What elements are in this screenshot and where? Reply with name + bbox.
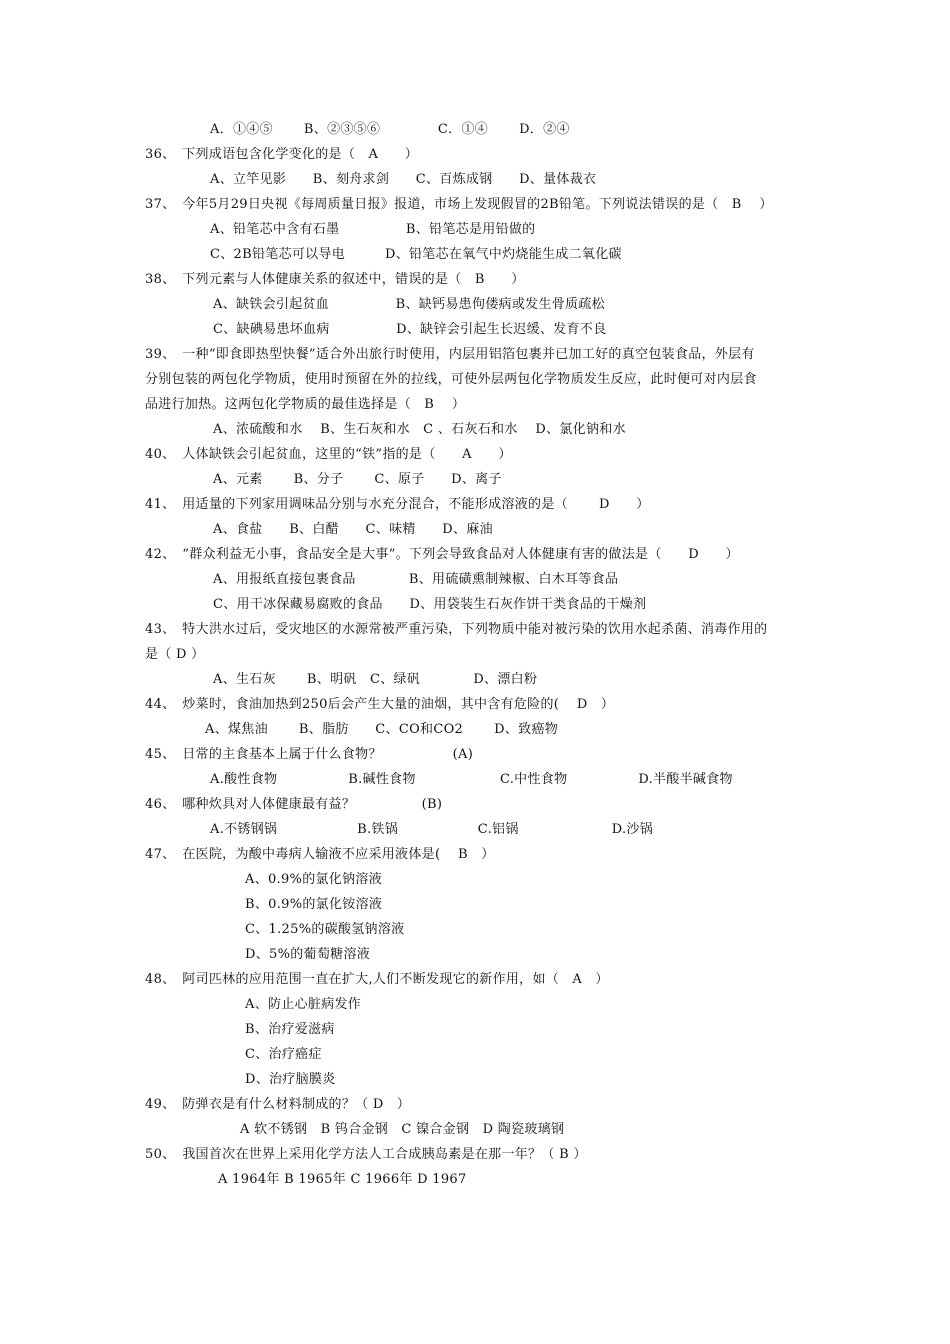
question-40: 40、 人体缺铁会引起贫血，这里的“铁”指的是（ A ） — [145, 447, 512, 462]
options-line: A、浓硫酸和水 B、生石灰和水 C 、石灰石和水 D、氯化钠和水 — [213, 422, 626, 437]
question-49: 49、 防弹衣是有什么材料制成的？（ D ） — [145, 1097, 411, 1112]
option-item: B、治疗爱滋病 — [245, 1022, 335, 1037]
options-line: A．①④⑤ B、②③⑤⑥ C．①④ D．②④ — [210, 122, 570, 137]
question-43: 43、 特大洪水过后，受灾地区的水源常被严重污染，下列物质中能对被污染的饮用水起杀菌、消毒作用的 — [145, 622, 768, 637]
options-line: C、用干冰保藏易腐败的食品 D、用袋装生石灰作饼干类食品的干燥剂 — [213, 597, 647, 612]
question-50: 50、 我国首次在世界上采用化学方法人工合成胰岛素是在那一年？（ B ） — [145, 1147, 587, 1162]
options-line: A、立竿见影 B、刻舟求剑 C、百炼成钢 D、量体裁衣 — [210, 172, 597, 187]
options-line: C、缺碘易患坏血病 D、缺锌会引起生长迟缓、发育不良 — [213, 322, 607, 337]
question-37: 37、 今年5月29日央视《每周质量日报》报道，市场上发现假冒的2B铅笔。下列说法错误的是（ B ） — [145, 197, 773, 212]
option-item: D、治疗脑膜炎 — [245, 1072, 336, 1087]
question-36: 36、 下列成语包含化学变化的是（ A ） — [145, 147, 419, 162]
option-item: A、防止心脏病发作 — [245, 997, 362, 1012]
question-39-cont: 品进行加热。这两包化学物质的最佳选择是（ B ） — [145, 397, 466, 412]
question-42: 42、 “群众利益无小事，食品安全是大事”。下列会导致食品对人体健康有害的做法是（ D ） — [145, 547, 739, 562]
options-line: A 1964年 B 1965年 C 1966年 D 1967 — [218, 1172, 467, 1187]
options-line: A、煤焦油 B、脂肪 C、CO和CO2 D、致癌物 — [205, 722, 559, 737]
question-41: 41、 用适量的下列家用调味品分别与水充分混合，不能形成溶液的是（ D ） — [145, 497, 650, 512]
question-45: 45、 日常的主食基本上属于什么食物？ (A) — [145, 747, 474, 762]
options-line: A、生石灰 B、明矾 C、绿矾 D、漂白粉 — [213, 672, 538, 687]
options-line: A、食盐 B、白醋 C、味精 D、麻油 — [213, 522, 493, 537]
options-line: A、用报纸直接包裹食品 B、用硫磺熏制辣椒、白木耳等食品 — [213, 572, 619, 587]
question-38: 38、 下列元素与人体健康关系的叙述中，错误的是（ B ） — [145, 272, 525, 287]
option-item: A、0.9%的氯化钠溶液 — [245, 872, 383, 887]
question-46: 46、 哪种炊具对人体健康最有益？ (B) — [145, 797, 443, 812]
options-line: A、铅笔芯中含有石墨 B、铅笔芯是用铅做的 — [210, 222, 536, 237]
options-line: A.酸性食物 B.碱性食物 C.中性食物 D.半酸半碱食物 — [210, 772, 733, 787]
option-item: D、5%的葡萄糖溶液 — [245, 947, 371, 962]
option-item: B、0.9%的氯化铵溶液 — [245, 897, 383, 912]
question-39: 39、 一种“即食即热型快餐”适合外出旅行时使用，内层用铝箔包裹并已加工好的真空包装食品，外层有 — [145, 347, 755, 362]
options-line: C、2B铅笔芯可以导电 D、铅笔芯在氧气中灼烧能生成二氧化碳 — [210, 247, 622, 262]
options-line: A.不锈钢锅 B.铁锅 C.铝锅 D.沙锅 — [210, 822, 654, 837]
options-line: A、缺铁会引起贫血 B、缺钙易患佝偻病或发生骨质疏松 — [213, 297, 605, 312]
option-item: C、1.25%的碳酸氢钠溶液 — [245, 922, 405, 937]
question-47: 47、 在医院，为酸中毒病人输液不应采用液体是( B ） — [145, 847, 495, 862]
question-44: 44、 炒菜时，食油加热到250后会产生大量的油烟，其中含有危险的( D ） — [145, 697, 615, 712]
option-item: C、治疗癌症 — [245, 1047, 322, 1062]
options-line: A 软不锈钢 B 钨合金钢 C 镍合金钢 D 陶瓷玻璃钢 — [240, 1122, 565, 1137]
question-39-cont: 分别包装的两包化学物质，使用时预留在外的拉线，可使外层两包化学物质发生反应，此时便可对内层食 — [145, 372, 757, 387]
question-43-cont: 是（ D ） — [145, 647, 205, 662]
options-line: A、元素 B、分子 C、原子 D、离子 — [213, 472, 502, 487]
question-48: 48、 阿司匹林的应用范围一直在扩大,人们不断发现它的新作用，如（ A ） — [145, 972, 609, 987]
